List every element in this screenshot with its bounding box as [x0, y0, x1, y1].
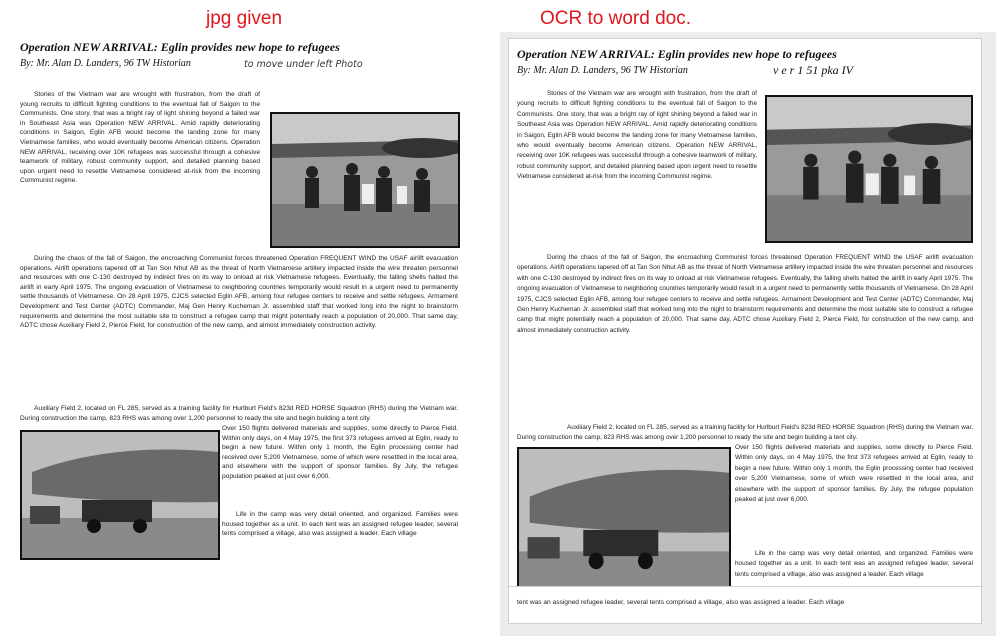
doc-page-1	[508, 38, 982, 610]
paragraph-3-rest: Over 150 flights delivered materials and supplies, some directly to Pierce Field. Within only days, on 4 May 1975, the first 373 refugees arrived at Eglin, ready to begin a new future. Within only 1 month, the Eglin processing center had received over 5,200 Vietnamese, some of which were resettled in the local area, and elsewhere with the support of sponsor families. By July, the refugee population peaked at just over 6,000.	[222, 425, 458, 480]
doc-page-2	[508, 586, 982, 624]
doc-photo-refugees	[765, 95, 973, 243]
handwritten-note: to move under left Photo	[244, 59, 363, 70]
ocr-document	[500, 32, 996, 636]
doc-paragraph-2: During the chaos of the fall of Saigon, the encroaching Communist forces threatened Operation FREQUENT WIND the USAF airlift evacuation operations. Airlift operations tapered off at Tan Son Nhut AB as the threat of North Vietnamese artillery impacted inside the wire threaten personnel and resources with one C-130 destroyed by indirect fires on its way to onload at risk Vietnamese refugees. Eventually, the falling shells halted the airlift in early April 1975. The ongoing evacuation of Vietnamese to neighboring countries temporarily would result in a urgent need to permanently settle thousands of Vietnamese. On 28 April 1975, CJCS selected Eglin AFB, among four refugee centers to receive and settle refugees. Armament Development and Test Center (ADTC) Commander, Maj Gen Henry Kucheman Jr. assembled staff that worked long into the night to brainstorm requirements and determine the most suitable site to construct a refugee camp that might potentially reach a population of 20,000. That same day, ADTC chose Auxiliary Field 2, Pierce Field, for construction of the new camp, and almost immediately construction activity.	[517, 254, 973, 334]
paragraph-3-lead: Auxiliary Field 2, located on FL 285, served as a training facility for Hurlburt Field's 823d RED HORSE Squadron (RHS) during the Vietnam war. During construction the camp, 823 RHS was among over 1,200 personnel to ready the site and begin building a tent city.	[20, 405, 458, 422]
doc-paragraph-1: Stories of the Vietnam war are wrought with frustration, from the draft of young recruits to difficult fighting conditions to the eventual fall of Saigon to the Communists. One story, that was a bright ray of light shining beyond a failed war in Southeast Asia was Operation NEW ARRIVAL. Amid rapidly deteriorating conditions in Saigon, Eglin AFB would become the landing zone for many Vietnamese families, who would eventually become American citizens. Operation NEW ARRIVAL, receiving over 10K refugees was successful through a cohesive teamwork of military, robust community support, and detailed planning based upon urgent need to resettle Vietnamese considered at-risk from the incoming Communist regime.	[517, 90, 757, 181]
doc-title: Operation NEW ARRIVAL: Eglin provides new hope to refugees	[517, 47, 837, 61]
doc-paragraph-4: Life in the camp was very detail oriented, and organized. Families were housed together as a unit. In each tent was an assigned refugee leader, several tents comprised a village, also was assigned a leader. Each village	[735, 550, 973, 578]
photo-refugees	[270, 112, 460, 248]
photo-aircraft-convoy	[20, 430, 220, 560]
article-title: Operation NEW ARRIVAL: Eglin provides new hope to refugees	[20, 40, 340, 54]
article-byline: By: Mr. Alan D. Landers, 96 TW Historian	[20, 58, 191, 69]
paragraph-2: During the chaos of the fall of Saigon, the encroaching Communist forces threatened Operation FREQUENT WIND the USAF airlift evacuation operations. Airlift operations tapered off at Tan Son Nhut AB as the threat of North Vietnamese artillery impacted inside the wire threaten personnel and resources with one C-130 destroyed by indirect fires on its way to onload at risk Vietnamese refugees. Eventually, the falling shells halted the airlift in early April 1975. The ongoing evacuation of Vietnamese to neighboring countries temporarily would result in a urgent need to permanently settle thousands of Vietnamese. On 28 April 1975, CJCS selected Eglin AFB, among four refugee centers to receive and settle refugees. Armament Development and Test Center (ADTC) Commander, Maj Gen Henry Kucheman Jr. assembled staff that worked long into the night to brainstorm requirements and determine the most suitable site to construct a refugee camp that might potentially reach a population of 20,000. That same day, ADTC chose Auxiliary Field 2, Pierce Field, for construction of the new camp, and almost immediately construction activity.	[20, 255, 458, 330]
doc-paragraph-3-rest: Over 150 flights delivered materials and supplies, some directly to Pierce Field. Within only days, on 4 May 1975, the first 373 refugees arrived at Eglin, ready to begin a new future. Within only 1 month, the Eglin processing center had received over 5,200 Vietnamese, some of which were resettled in the local area, and elsewhere with the support of sponsor families. By July, the refugee population peaked at just over 6,000.	[735, 444, 973, 504]
paragraph-4: Life in the camp was very detail oriented, and organized. Families were housed together as a unit. In each tent was an assigned refugee leader, several tents comprised a village, also was assigned a leader. Each village	[222, 511, 458, 538]
doc-footer-line: tent was an assigned refugee leader, several tents comprised a village, also was assigned a leader. Each village	[517, 599, 845, 606]
doc-byline: By: Mr. Alan D. Landers, 96 TW Historian	[517, 65, 688, 76]
doc-photo-aircraft-convoy	[517, 447, 731, 601]
label-jpg-given: jpg given	[206, 8, 283, 29]
label-ocr-word-doc: OCR to word doc.	[540, 8, 691, 29]
scanned-page	[8, 32, 468, 567]
paragraph-1: Stories of the Vietnam war are wrought with frustration, from the draft of young recruits to difficult fighting conditions to the eventual fall of Saigon to the Communists. One story, that was a bright ray of light shining beyond a failed war in Southeast Asia was Operation NEW ARRIVAL. Amid rapidly deteriorating conditions in Saigon, Eglin AFB would become the landing zone for many Vietnamese families, who would eventually become American citizens. Operation NEW ARRIVAL, receiving over 10K refugees was successful through a cohesive teamwork of military, robust community support, and detailed planning based upon urgent need to resettle Vietnamese considered at-risk from the incoming Communist regime.	[20, 91, 260, 185]
doc-handwritten-ocr: v e r 1 51 pka IV	[773, 63, 853, 77]
doc-paragraph-3-lead: Auxiliary Field 2, located on FL 285, served as a training facility for Hurlburt Field's 823d RED HORSE Squadron (RHS) during the Vietnam war. During construction the camp, 823 RHS was among over 1,200 personnel to ready the site and begin building a tent city.	[517, 424, 973, 442]
